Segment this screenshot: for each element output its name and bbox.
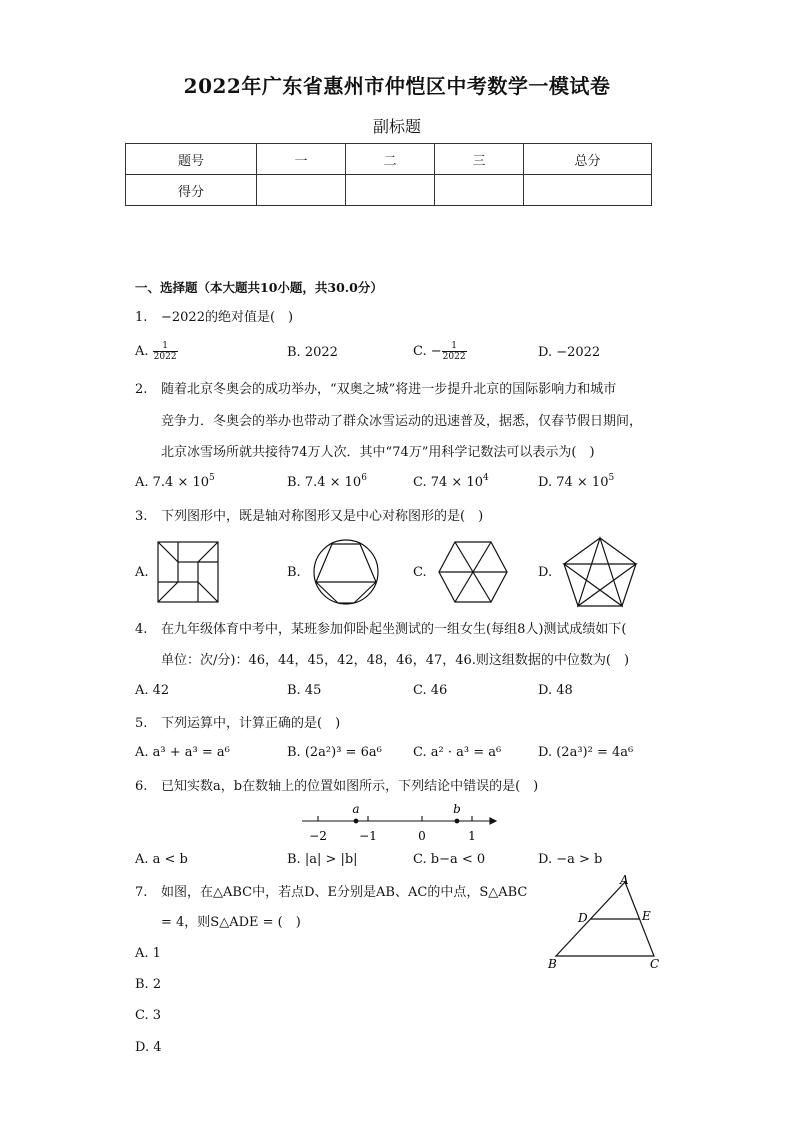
vertex-a-label: A (620, 873, 629, 887)
option-a: A. 42 (135, 683, 170, 698)
point-b-marker (455, 819, 460, 824)
option-a (135, 341, 178, 362)
page-title: 2022年广东省惠州市仲恺区中考数学一模试卷 (183, 74, 611, 98)
table-header-cell: 题号 (126, 144, 257, 175)
exponent: 5 (608, 473, 615, 483)
option-b: B. 45 (287, 683, 322, 698)
question-line: = 4，则S△ADE = ( ) (161, 915, 301, 930)
option-label: D. 74 × 10 (538, 475, 609, 490)
question-stem: 下列图形中，既是轴对称图形又是中心对称图形的是( ) (161, 509, 484, 524)
question-line: 竞争力．冬奥会的举办也带动了群众冰雪运动的迅速普及，据悉，仅春节假日期间， (161, 414, 643, 429)
tick-label: 1 (468, 829, 476, 843)
question-stem: −2022的绝对值是( ) (161, 310, 294, 325)
pinwheel-square-figure (157, 541, 219, 603)
option-b (287, 475, 367, 490)
option-d: D. −2022 (538, 345, 601, 360)
hexagon-figure (437, 540, 509, 604)
denominator: 2022 (153, 352, 177, 362)
option-label: A. 7.4 × 10 (135, 475, 210, 490)
option-c: C. b−a < 0 (413, 852, 486, 867)
exponent: 4 (483, 473, 489, 483)
table-header-cell: 三 (435, 144, 524, 175)
option-c: C. (413, 565, 427, 580)
option-label: C. − (413, 344, 442, 359)
numerator: 1 (442, 341, 467, 352)
option-b: B. (287, 565, 301, 580)
option-d: D. −a > b (538, 852, 603, 867)
option-label: C. 74 × 10 (413, 475, 483, 490)
question-number: 5. (135, 716, 148, 731)
option-b: B. |a| > |b| (287, 852, 358, 867)
question-2 (135, 380, 616, 400)
score-cell[interactable] (257, 175, 346, 206)
option-d: D. (538, 565, 553, 580)
point-b-label: b (453, 802, 461, 816)
table-header-cell: 二 (346, 144, 435, 175)
option-b: B. 2 (135, 977, 162, 992)
option-a: A. a < b (135, 852, 188, 867)
point-a-label: a (352, 802, 360, 816)
option-d (538, 475, 614, 490)
option-label: A. (135, 344, 149, 359)
option-d: D. 4 (135, 1040, 162, 1055)
option-c: C. 3 (135, 1008, 162, 1023)
option-label: B. 7.4 × 10 (287, 475, 362, 490)
option-a (135, 475, 215, 490)
point-e-label: E (642, 909, 651, 923)
question-line: 随着北京冬奥会的成功举办，“双奥之城”将进一步提升北京的国际影响力和城市 (161, 382, 617, 397)
question-5 (135, 714, 340, 734)
question-number: 4. (135, 622, 148, 637)
tick-label: −2 (309, 829, 327, 843)
question-line: 北京冰雪场所就共接待74万人次．其中“74万”用科学记数法可以表示为( ) (161, 445, 595, 460)
score-cell[interactable] (524, 175, 652, 206)
point-d-label: D (578, 911, 588, 925)
question-number: 3. (135, 509, 148, 524)
page-subtitle: 副标题 (372, 117, 421, 136)
table-header-cell: 一 (257, 144, 346, 175)
point-a-marker (354, 819, 359, 824)
option-a: A. 1 (135, 946, 161, 961)
option-c: C. 46 (413, 683, 448, 698)
numerator: 1 (153, 341, 178, 352)
question-6 (135, 777, 538, 797)
option-d: D. (2a³)² = 4a⁶ (538, 745, 634, 760)
number-line-figure (296, 800, 500, 844)
option-c (413, 475, 489, 490)
fraction (153, 341, 178, 362)
denominator: 2022 (442, 352, 466, 362)
pentagram-figure (562, 536, 638, 608)
question-stem: 已知实数a，b在数轴上的位置如图所示，下列结论中错误的是( ) (161, 779, 539, 794)
tick-label: 0 (418, 829, 426, 843)
question-number: 1. (135, 310, 148, 325)
section-heading: 一、选择题（本大题共10小题，共30.0分） (135, 280, 383, 295)
option-a: A. a³ + a³ = a⁶ (135, 745, 230, 760)
tick-label: −1 (359, 829, 377, 843)
option-d: D. 48 (538, 683, 573, 698)
option-c (413, 341, 467, 362)
fraction (442, 341, 467, 362)
question-4 (135, 620, 627, 640)
exponent: 5 (209, 473, 215, 483)
question-7 (135, 883, 527, 903)
score-table (125, 143, 652, 206)
question-number: 2. (135, 382, 148, 397)
table-header-cell: 总分 (524, 144, 652, 175)
triangle-figure (540, 870, 670, 972)
score-cell[interactable] (346, 175, 435, 206)
question-3 (135, 507, 483, 527)
table-row-label: 得分 (126, 175, 257, 206)
question-stem: 下列运算中，计算正确的是( ) (161, 716, 341, 731)
option-b: B. (2a²)³ = 6a⁶ (287, 745, 382, 760)
question-line: 单位：次/分)：46，44，45，42，48，46，47，46.则这组数据的中位数为( ) (161, 653, 630, 668)
option-a: A. (135, 565, 149, 580)
exponent: 6 (361, 473, 367, 483)
score-cell[interactable] (435, 175, 524, 206)
vertex-b-label: B (548, 957, 557, 971)
question-line: 如图，在△ABC中，若点D、E分别是AB、AC的中点，S△ABC (161, 885, 528, 900)
question-1 (135, 308, 293, 328)
question-number: 7. (135, 885, 148, 900)
table-row (126, 144, 652, 175)
question-number: 6. (135, 779, 148, 794)
option-b: B. 2022 (287, 345, 338, 360)
table-row (126, 175, 652, 206)
circle-trapezoid-figure (310, 538, 382, 606)
option-c: C. a² · a³ = a⁶ (413, 745, 502, 760)
vertex-c-label: C (650, 957, 660, 971)
question-line: 在九年级体育中考中，某班参加仰卧起坐测试的一组女生(每组8人)测试成绩如下( (161, 622, 627, 637)
